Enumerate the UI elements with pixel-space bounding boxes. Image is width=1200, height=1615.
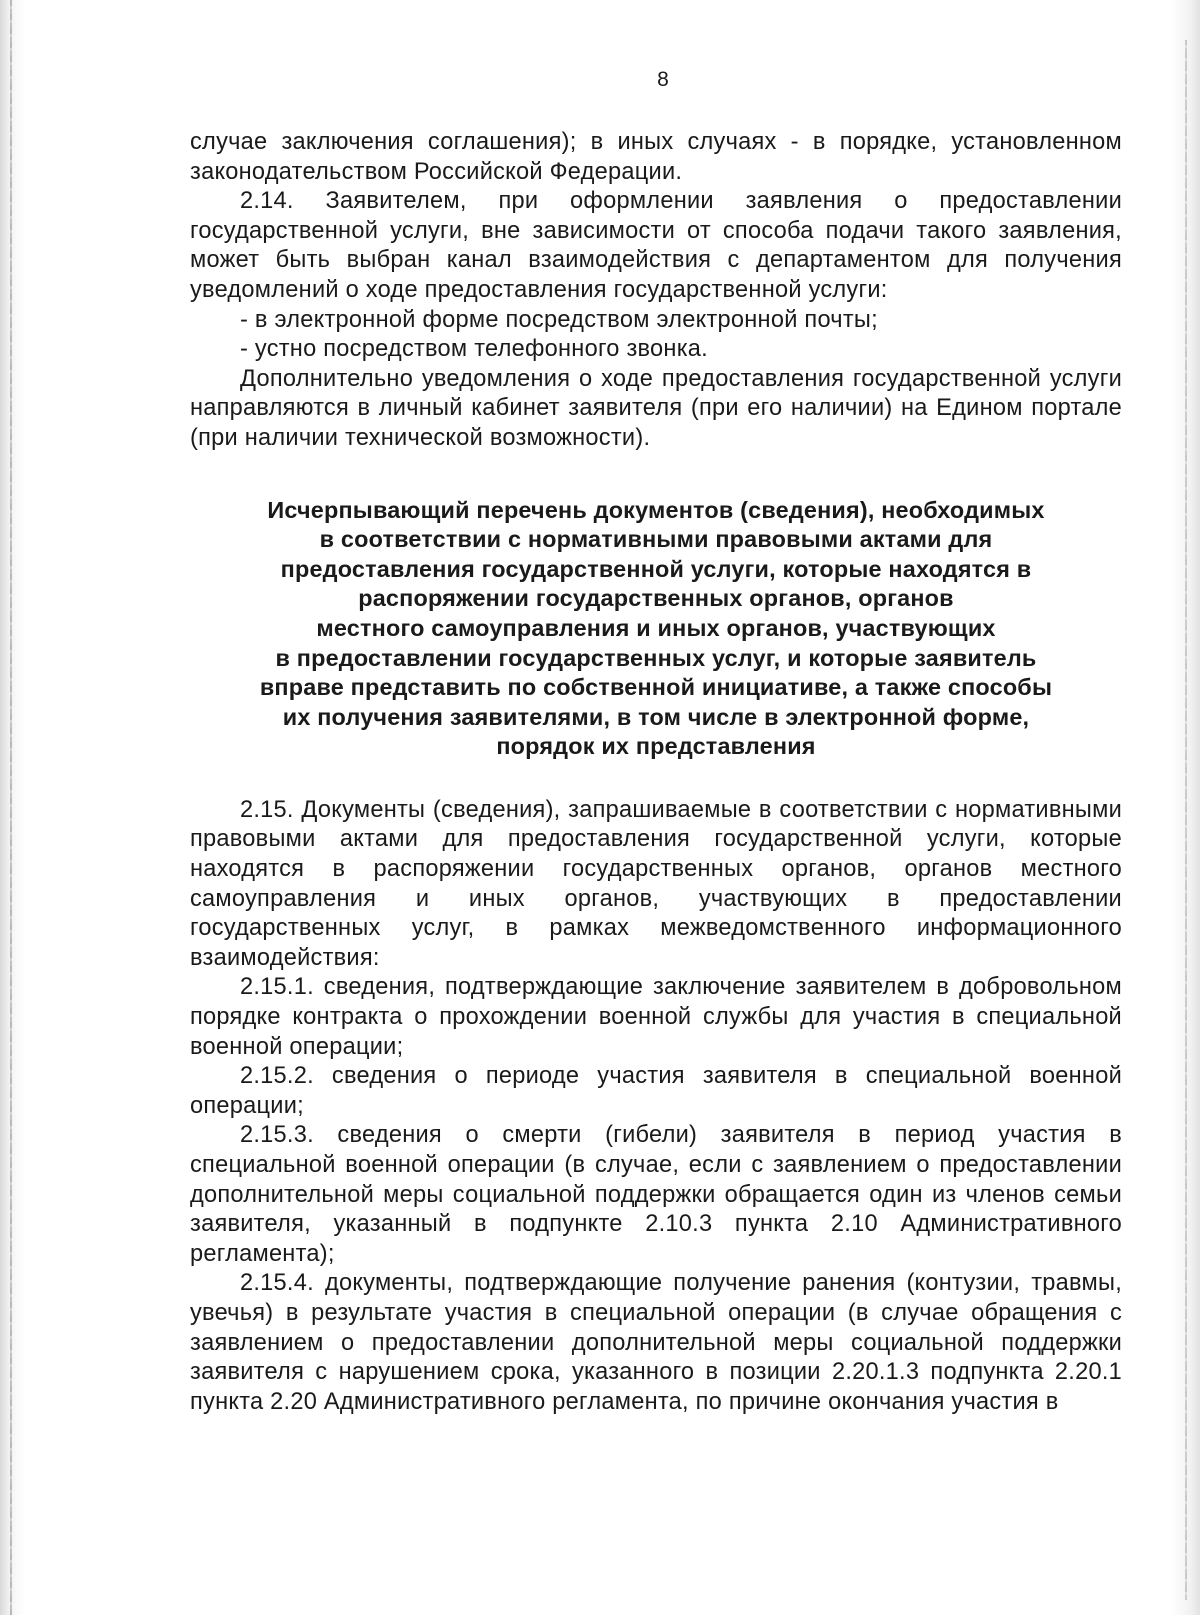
page-number: 8 (657, 68, 669, 91)
paragraph-2-15-4: 2.15.4. документы, подтверждающие получение ранения (контузии, травмы, увечья) в результате участия в специальной операции (в случае обращения с заявлением о предоставлении дополнительной меры социальной поддержки заявителя с нарушением срока, указанного в позиции 2.20.1.3 подпункта 2.20.1 пункта 2.20 Административного регламента, по причине окончания участия в (190, 1270, 1122, 1415)
document-page (190, 66, 1122, 1417)
list-item-email: - в электронной форме посредством электронной почты; (240, 306, 878, 333)
paragraph-additional-notice: Дополнительно уведомления о ходе предоставления государственной услуги направляются в личный кабинет заявителя (при его наличии) на Едином портале (при наличии технической возможности). (190, 365, 1122, 451)
section-heading (190, 496, 1122, 762)
heading-line: предоставления государственной услуги, которые находятся в (280, 555, 1032, 582)
paragraph-continuation: случае заключения соглашения); в иных случаях - в порядке, установленном законодательством Российской Федерации. (190, 129, 1122, 185)
heading-line: порядок их представления (496, 733, 816, 760)
paragraph-2-15-2: 2.15.2. сведения о периоде участия заявителя в специальной военной операции; (190, 1063, 1122, 1119)
paragraph-2-15-3: 2.15.3. сведения о смерти (гибели) заявителя в период участия в специальной военной операции (в случае, если с заявлением о предоставлении дополнительной меры социальной поддержки обращается один из членов семьи заявителя, указанный в подпункте 2.10.3 пункта 2.10 Административного регламента); (190, 1122, 1122, 1267)
heading-line: Исчерпывающий перечень документов (сведения), необходимых (267, 496, 1045, 523)
heading-line: вправе представить по собственной инициативе, а также способы (259, 674, 1053, 701)
scan-shadow-right (1185, 40, 1187, 1600)
body-text-before-heading (190, 128, 1122, 454)
body-text-after-heading (190, 796, 1122, 1417)
paragraph-2-15: 2.15. Документы (сведения), запрашиваемые в соответствии с нормативными правовыми актами для предоставления государственной услуги, которые находятся в распоряжении государственных органов, органов местного самоуправления и иных органов, участвующих в предоставлении государственных услуг, в рамках межведомственного информационного взаимодействия: (190, 796, 1122, 971)
scan-shadow-left (10, 0, 12, 1615)
scan-edge-left (0, 0, 26, 1615)
heading-line: их получения заявителями, в том числе в электронной форме, (282, 703, 1030, 730)
list-item-phone: - устно посредством телефонного звонка. (240, 336, 708, 363)
heading-line: местного самоуправления и иных органов, участвующих (316, 614, 996, 641)
heading-line: в предоставлении государственных услуг, и которые заявитель (275, 644, 1037, 671)
paragraph-2-15-1: 2.15.1. сведения, подтверждающие заключение заявителем в добровольном порядке контракта о прохождении военной службы для участия в специальной военной операции; (190, 974, 1122, 1060)
paragraph-2-14: 2.14. Заявителем, при оформлении заявления о предоставлении государственной услуги, вне зависимости от способа подачи такого заявления, может быть выбран канал взаимодействия с департаментом для получения уведомлений о ходе предоставления государственной услуги: (190, 188, 1122, 303)
heading-line: распоряжении государственных органов, органов (358, 585, 954, 612)
heading-line: в соответствии с нормативными правовыми актами для (319, 526, 993, 553)
